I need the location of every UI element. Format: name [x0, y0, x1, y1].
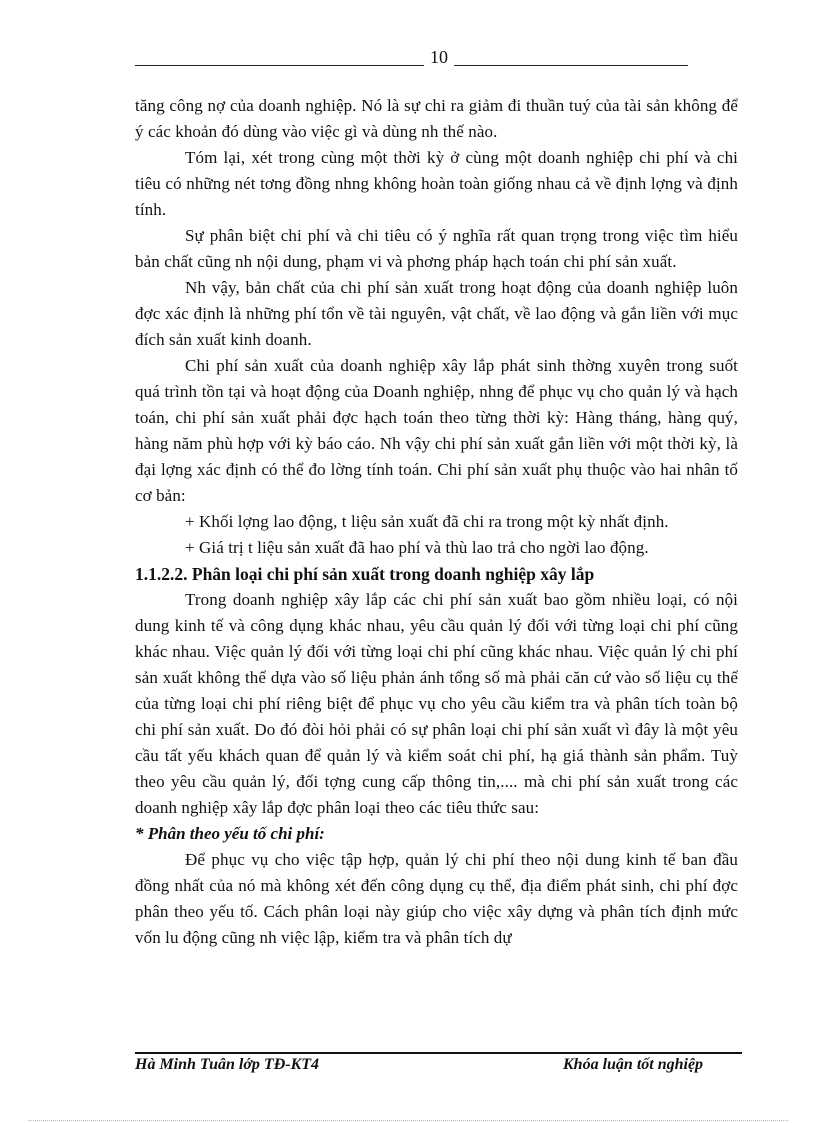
paragraph-8: Trong doanh nghiệp xây lắp các chi phí sản xuất bao gồm nhiều loại, có nội dung kinh tế và công dụng khác nhau, yêu cầu quản lý đối với từng loại chi phí cũng khác nhau. Việc quản lý đối với từng loại chi phí cũng khác nhau. Việc quản lý chi phí sản xuất không thể dựa vào số liệu phản ánh tổng số mà phải căn cứ vào số liệu cụ thể của từng loại chi phí riêng biệt để phục vụ cho yêu cầu kiểm tra và phân tích toàn bộ chi phí sản xuất. Do đó đòi hỏi phải có sự phân loại chi phí sản xuất vì đây là một yêu cầu tất yếu khách quan để quản lý và kiểm soát chi phí, hạ giá thành sản phẩm. Tuỳ theo yêu cầu quản lý, đối tợng cung cấp thông tin,.... mà chi phí sản xuất trong các doanh nghiệp xây lắp đợc phân loại theo các tiêu thức sau: [135, 590, 738, 817]
paragraph-4: Nh vậy, bản chất của chi phí sản xuất trong hoạt động của doanh nghiệp luôn đợc xác định là những phí tổn về tài nguyên, vật chất, về lao động và gắn liền với mục đích sản xuất kinh doanh. [135, 278, 738, 349]
page-edge-dotted-line [28, 1120, 788, 1121]
footer-rule [135, 1052, 742, 1054]
footer-title: Khóa luận tốt nghiệp [563, 1056, 704, 1073]
paragraph-2: Tóm lại, xét trong cùng một thời kỳ ở cùng một doanh nghiệp chi phí và chi tiêu có những nét tơng đồng nhng không hoàn toàn giống nhau cả về định lợng và định tính. [135, 148, 738, 219]
page-body [135, 93, 738, 951]
paragraph-7: + Giá trị t liệu sản xuất đã hao phí và thù lao trả cho ngời lao động. [185, 538, 649, 557]
paragraph-1: tăng công nợ của doanh nghiệp. Nó là sự chi ra giảm đi thuần tuý của tài sản không để ý các khoản đó dùng vào việc gì và dùng nh thế nào. [135, 96, 738, 141]
paragraph-6: + Khối lợng lao động, t liệu sản xuất đã chi ra trong một kỳ nhất định. [185, 512, 669, 531]
paragraph-5: Chi phí sản xuất của doanh nghiệp xây lắp phát sinh thờng xuyên trong suốt quá trình tồn tại và hoạt động của Doanh nghiệp, nhng để phục vụ cho quản lý và hạch toán, chi phí sản xuất phải đợc hạch toán theo từng thời kỳ: Hàng tháng, hàng quý, hàng năm phù hợp với kỳ báo cáo. Nh vậy chi phí sản xuất gắn liền với một thời kỳ, là đại lợng xác định có thể đo lờng tính toán. Chi phí sản xuất phụ thuộc vào hai nhân tố cơ bản: [135, 356, 738, 505]
paragraph-9: Để phục vụ cho việc tập hợp, quản lý chi phí theo nội dung kinh tế ban đầu đồng nhất của nó mà không xét đến công dụng cụ thể, địa điểm phát sinh, chi phí đợc phân theo yếu tố. Cách phân loại này giúp cho việc xây dựng và phân tích định mức vốn lu động cũng nh việc lập, kiểm tra và phân tích dự [135, 850, 738, 947]
header-rule [135, 65, 688, 66]
paragraph-3: Sự phân biệt chi phí và chi tiêu có ý nghĩa rất quan trọng trong việc tìm hiểu bản chất cũng nh nội dung, phạm vi và phơng pháp hạch toán chi phí sản xuất. [135, 226, 738, 271]
subheading: * Phân theo yếu tố chi phí: [135, 824, 325, 843]
footer-author: Hà Minh Tuân lớp TĐ-KT4 [135, 1056, 320, 1073]
page-number: 10 [424, 47, 454, 67]
section-heading: 1.1.2.2. Phân loại chi phí sản xuất trong doanh nghiệp xây lắp [135, 564, 595, 584]
